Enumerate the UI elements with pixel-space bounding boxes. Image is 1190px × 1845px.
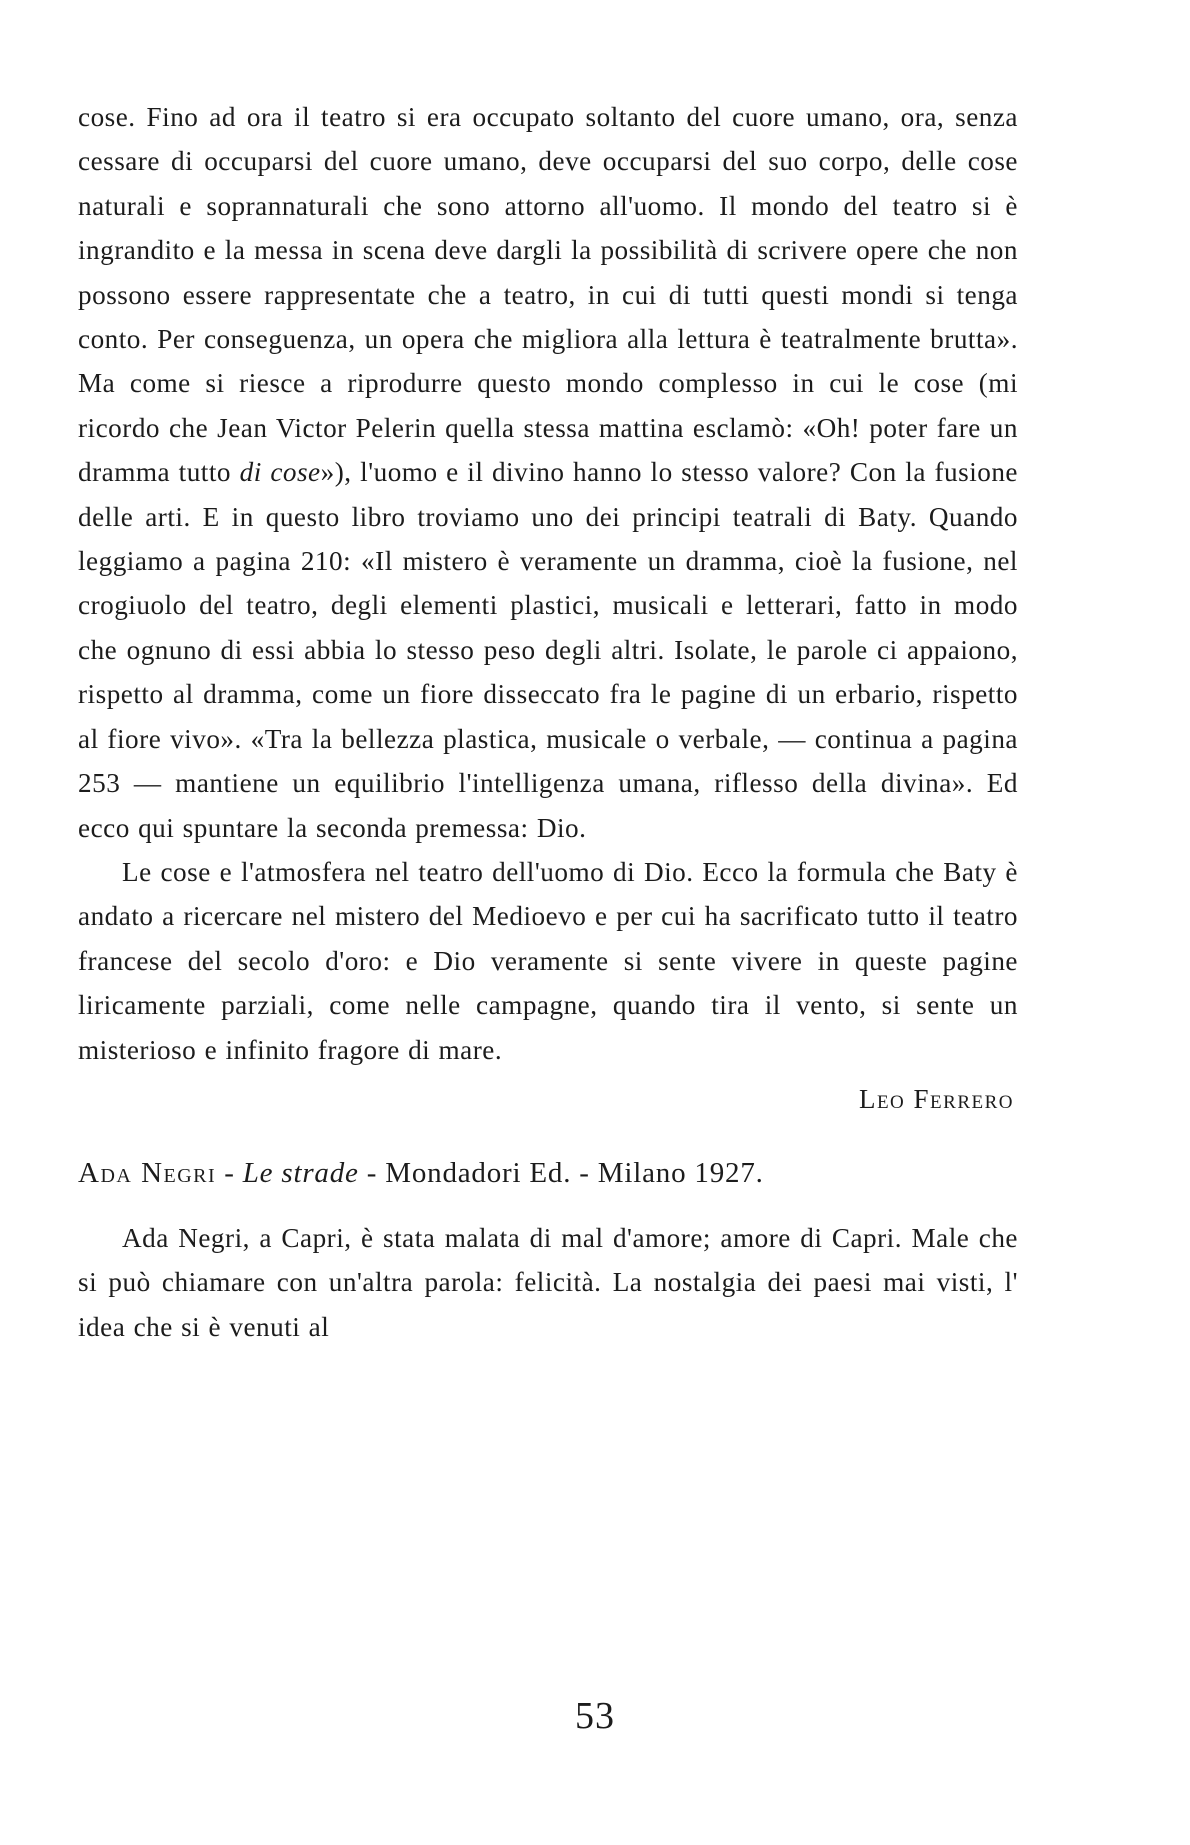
heading-separator: - <box>358 1156 386 1189</box>
article-text-continued: »), l'uomo e il divino hanno lo stesso valore? Con la fusione delle arti. E in questo libro troviamo uno dei principi teatrali di Baty. Quando leggiamo a pagina 210: «Il mistero è veramente un dramma, cioè la fusione, nel crogiuolo del teatro, degli elementi plastici, musicali e letterari, fatto in modo che ognuno di essi abbia lo stesso peso degli altri. Isolate, le parole ci appaiono, rispetto al dramma, come un fiore disseccato fra le pagine di un erbario, rispetto al fiore vivo». «Tra la bellezza plastica, musicale o verbale, — continua a pagina 253 — mantiene un equilibrio l'intelligenza umana, riflesso della divina». Ed ecco qui spuntare la seconda premessa: Dio. <box>78 457 1018 843</box>
review-publisher: Mondadori Ed. - Milano 1927. <box>385 1156 764 1189</box>
italic-quote: di cose <box>239 457 321 488</box>
review-body <box>78 1216 1018 1349</box>
article-paragraph <box>78 95 1018 850</box>
author-signature: Leo Ferrero <box>858 1083 1014 1114</box>
page-number: 53 <box>575 1695 615 1737</box>
review-heading <box>78 1157 1018 1190</box>
article-paragraph: Le cose e l'atmosfera nel teatro dell'uomo di Dio. Ecco la formula che Baty è andato a ricercare nel mistero del Medioevo e per cui ha sacrificato tutto il teatro francese del secolo d'oro: e Dio veramente si sente vivere in queste pagine liricamente parziali, come nelle campagne, quando tira il vento, si sente un misterioso e infinito fragore di mare. <box>78 856 1018 1065</box>
heading-separator: - <box>216 1156 243 1189</box>
article-text: cose. Fino ad ora il teatro si era occupato soltanto del cuore umano, ora, senza cessare di occuparsi del cuore umano, deve occuparsi del suo corpo, delle cose naturali e soprannaturali che sono attorno all'uomo. Il mondo del teatro si è ingrandito e la messa in scena deve dargli la possibilità di scrivere opere che non possono essere rappresentate che a teatro, in cui di tutti questi mondi si tenga conto. Per conseguenza, un opera che migliora alla lettura è teatralmente brutta». Ma come si riesce a riprodurre questo mondo complesso in cui le cose (mi ricordo che Jean Victor Pelerin quella stessa mattina esclamò: «Oh! poter fare un dramma tutto <box>78 102 1018 488</box>
page-body <box>78 95 1018 1349</box>
review-book-title: Le strade <box>242 1156 359 1189</box>
review-paragraph: Ada Negri, a Capri, è stata malata di mal d'amore; amore di Capri. Male che si può chiamare con un'altra parola: felicità. La nostalgia dei paesi mai visti, l' idea che si è venuti al <box>78 1222 1018 1342</box>
review-author: Ada Negri <box>78 1156 217 1189</box>
